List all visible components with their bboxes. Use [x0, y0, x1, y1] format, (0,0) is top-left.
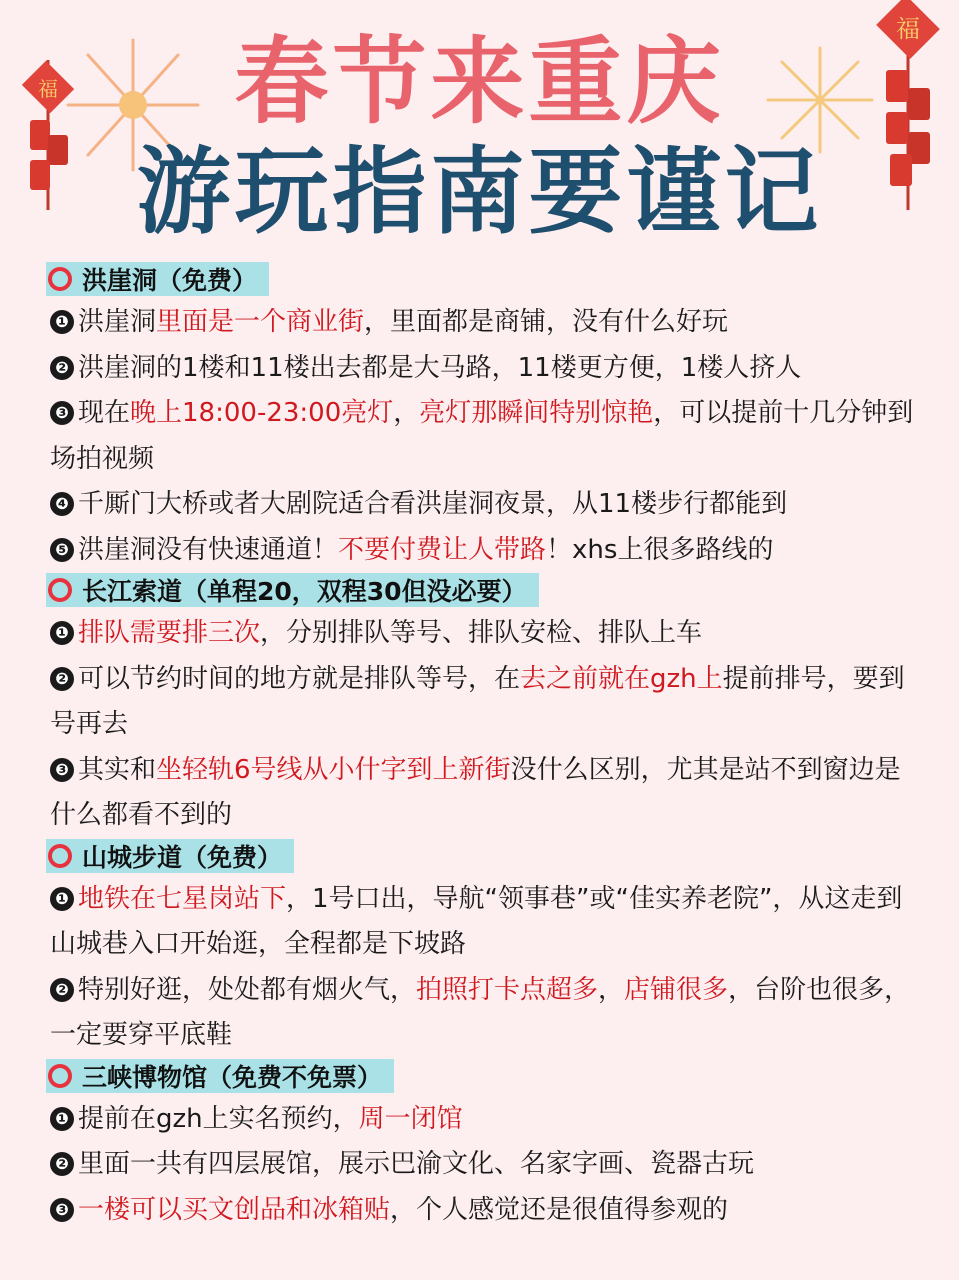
item-number: ❷ — [50, 978, 74, 1002]
list-item — [44, 528, 924, 574]
list-item — [44, 611, 924, 657]
section — [44, 262, 924, 573]
item-text: ， — [393, 398, 420, 428]
item-number: ❶ — [50, 887, 74, 911]
item-text: ，台阶也很多，一定要穿平底鞋 — [50, 974, 911, 1050]
section-heading-text: 山城步道（免费） — [82, 842, 283, 872]
highlight-text: 坐轻轨6号线从小什字到上新街 — [156, 754, 511, 785]
item-text: 提前在gzh上实名预约， — [78, 1103, 359, 1134]
item-text: ，里面都是商铺，没有什么好玩 — [364, 307, 729, 337]
item-text: ，个人感觉还是很值得参观的 — [390, 1194, 729, 1225]
red-circle-icon — [48, 844, 72, 868]
highlight-text: 一楼可以买文创品和冰箱贴 — [78, 1194, 391, 1225]
item-text: 里面一共有四层展馆，展示巴渝文化、名家字画、瓷器古玩 — [78, 1149, 755, 1179]
section-heading — [46, 262, 269, 296]
list-item — [44, 482, 924, 528]
section-heading-text: 长江索道（单程20，双程30但没必要） — [82, 577, 527, 606]
svg-text:福: 福 — [896, 15, 920, 43]
item-text: 提前排号，要到号再去 — [50, 663, 905, 739]
list-item — [44, 748, 924, 839]
highlight-text: 亮灯那瞬间特别惊艳 — [419, 398, 654, 428]
item-number: ❹ — [50, 492, 74, 516]
item-text: 其实和 — [78, 754, 157, 785]
item-number: ❸ — [50, 401, 74, 425]
item-number: ❷ — [50, 1152, 74, 1176]
item-text: 现在 — [78, 398, 131, 428]
item-number: ❷ — [50, 356, 74, 380]
red-circle-icon — [48, 267, 72, 291]
highlight-text: 地铁在七星岗站下 — [78, 883, 287, 914]
list-item — [44, 657, 924, 748]
item-text: 没什么区别，尤其是站不到窗边是什么都看不到的 — [50, 754, 901, 830]
list-item — [44, 877, 924, 968]
section — [44, 1059, 924, 1234]
highlight-text: 拍照打卡点超多 — [416, 974, 599, 1005]
list-item — [44, 346, 924, 392]
item-text: 可以节约时间的地方就是排队等号，在 — [78, 663, 521, 694]
item-number: ❶ — [50, 310, 74, 334]
list-item — [44, 391, 924, 482]
item-text: 特别好逛，处处都有烟火气， — [78, 974, 417, 1005]
item-text: 洪崖洞没有快速通道！ — [78, 534, 339, 565]
highlight-text: 周一闭馆 — [358, 1103, 463, 1134]
highlight-text: 晚上18:00-23:00亮灯 — [130, 398, 394, 428]
item-text: ， — [598, 974, 625, 1005]
highlight-text: 里面是一个商业街 — [156, 307, 365, 337]
list-item — [44, 300, 924, 346]
guide-content — [44, 262, 924, 1233]
section-heading — [46, 839, 294, 873]
highlight-text: 去之前就在gzh上 — [520, 663, 723, 694]
item-number: ❶ — [50, 621, 74, 645]
list-item — [44, 968, 924, 1059]
red-circle-icon — [48, 578, 72, 602]
section-heading-text: 洪崖洞（免费） — [82, 266, 258, 295]
section-heading — [46, 573, 539, 607]
item-number: ❶ — [50, 1107, 74, 1131]
list-item — [44, 1188, 924, 1234]
item-number: ❷ — [50, 667, 74, 691]
item-text: 洪崖洞 — [78, 307, 157, 337]
item-text: ，1号口出，导航“领事巷”或“佳实养老院”，从这走到山城巷入口开始逛，全程都是下坡路 — [50, 883, 903, 959]
item-number: ❸ — [50, 1198, 74, 1222]
item-text: 洪崖洞的1楼和11楼出去都是大马路，11楼更方便，1楼人挤人 — [78, 352, 802, 383]
section — [44, 573, 924, 839]
item-number: ❺ — [50, 538, 74, 562]
red-circle-icon — [48, 1064, 72, 1088]
highlight-text: 排队需要排三次 — [78, 618, 261, 648]
item-text: ，分别排队等号、排队安检、排队上车 — [260, 618, 703, 648]
list-item — [44, 1097, 924, 1143]
item-number: ❸ — [50, 758, 74, 782]
highlight-text: 店铺很多 — [624, 974, 729, 1005]
item-text: ，可以提前十几分钟到场拍视频 — [50, 398, 914, 474]
svg-text:福: 福 — [38, 77, 58, 101]
highlight-text: 不要付费让人带路 — [338, 534, 547, 565]
page-title-line2: 游玩指南要谨记 — [136, 138, 823, 247]
item-text: ！xhs上很多路线的 — [546, 534, 774, 565]
section — [44, 839, 924, 1059]
page-title-line1: 春节来重庆 — [234, 28, 725, 137]
list-item — [44, 1142, 924, 1188]
item-text: 千厮门大桥或者大剧院适合看洪崖洞夜景，从11楼步行都能到 — [78, 489, 788, 519]
section-heading — [46, 1059, 394, 1093]
section-heading-text: 三峡博物馆（免费不免票） — [82, 1062, 383, 1092]
